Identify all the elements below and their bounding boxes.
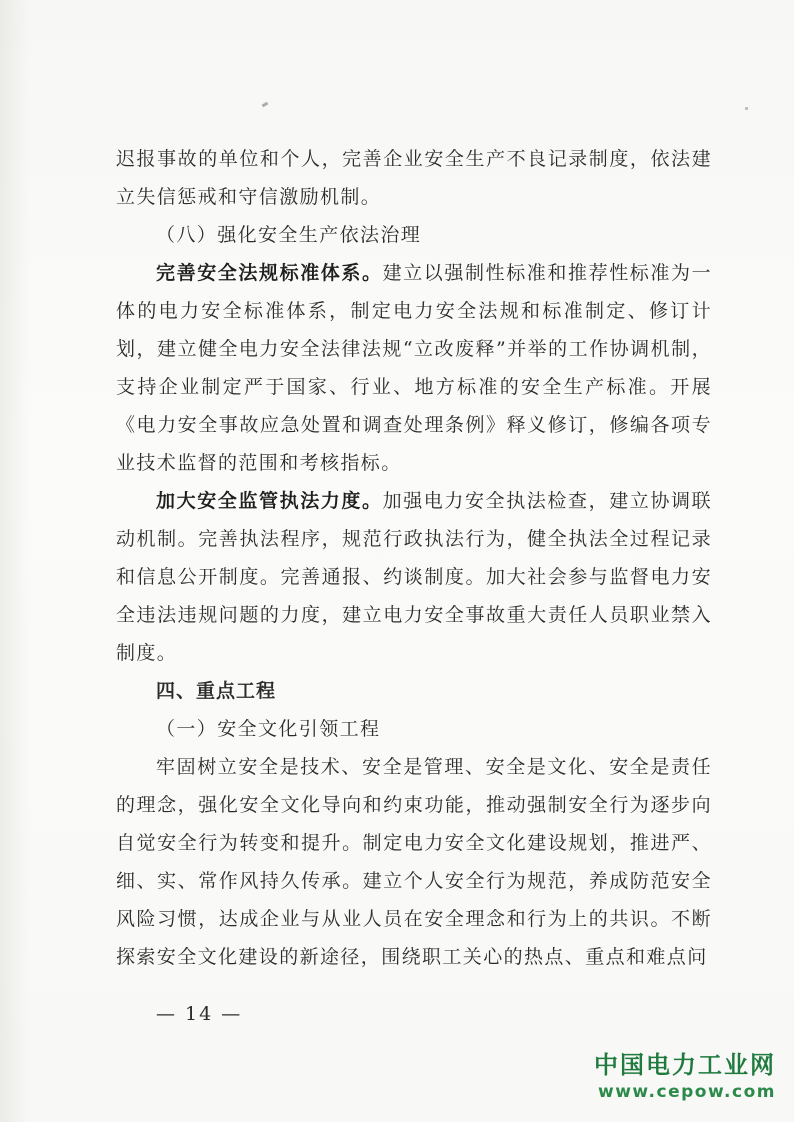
scan-speck	[745, 107, 748, 110]
paragraph-lead: 加大安全监管执法力度。	[156, 490, 383, 512]
paragraph-safety-standards	[116, 254, 712, 482]
watermark-url: www.cepow.com	[598, 1082, 776, 1102]
paragraph-law-enforcement	[116, 482, 712, 672]
section-heading-8	[116, 216, 712, 254]
paragraph-text: 建立以强制性标准和推荐性标准为一体的电力安全标准体系，制定电力安全法规和标准制定、修订计划，建立健全电力安全法律法规“立改废释”并举的工作协调机制，支持企业制定严于国家、行业、地方标准的安全生产标准。开展《电力安全事故应急处置和调查处理条例》释义修订，修编各项专业技术监督的范围和考核指标。	[116, 262, 713, 474]
document-body	[116, 140, 712, 976]
paragraph-text: 迟报事故的单位和个人，完善企业安全生产不良记录制度，依法建立失信惩戒和守信激励机制。	[116, 148, 712, 208]
site-watermark	[594, 1050, 776, 1104]
paragraph-safety-culture	[116, 748, 712, 976]
section-heading-4	[116, 672, 712, 710]
heading-text: （八）强化安全生产依法治理	[156, 224, 422, 246]
heading-text: （一）安全文化引领工程	[156, 718, 381, 740]
scan-speck	[262, 102, 269, 108]
paragraph-text: 加强电力安全执法检查，建立协调联动机制。完善执法程序，规范行政执法行为，健全执法全过程记录和信息公开制度。完善通报、约谈制度。加大社会参与监督电力安全违法违规问题的力度，建立电力安全事故重大责任人员职业禁入制度。	[116, 490, 713, 664]
subsection-heading-1	[116, 710, 712, 748]
paragraph-continuation	[116, 140, 712, 216]
page-number: — 14 —	[156, 1003, 243, 1025]
heading-text: 四、重点工程	[156, 680, 277, 702]
paragraph-text: 牢固树立安全是技术、安全是管理、安全是文化、安全是责任的理念，强化安全文化导向和约束功能，推动强制安全行为逐步向自觉安全行为转变和提升。制定电力安全文化建设规划，推进严、细、实、常作风持久传承。建立个人安全行为规范，养成防范安全风险习惯，达成企业与从业人员在安全理念和行为上的共识。不断探索安全文化建设的新途径，围绕职工关心的热点、重点和难点问	[116, 756, 712, 968]
paragraph-lead: 完善安全法规标准体系。	[156, 262, 383, 284]
watermark-name: 中国电力工业网	[594, 1051, 776, 1079]
